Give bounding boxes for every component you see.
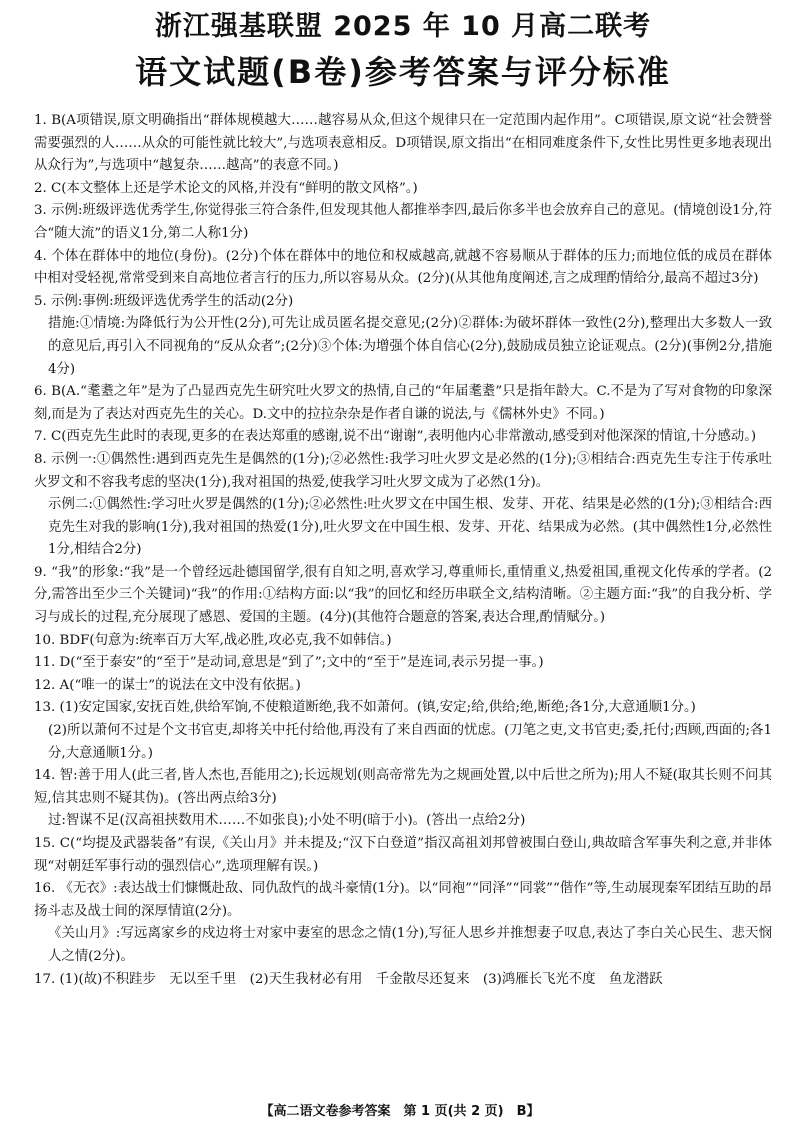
exam-title: 浙江强基联盟 2025 年 10 月高二联考 [154,11,652,42]
answer-item: 4. 个体在群体中的地位(身份)。(2分)个体在群体中的地位和权威越高,就越不容易顺从于群体的压力;而地位低的成员在群体中相对受轻视,常常受到来自高地位者言行的压力,所以容易从众。(2分)(从其他角度阐述,言之成理酌情给分,最高不超过3分) [34,248,772,287]
answer-item: 9. “我”的形象:“我”是一个曾经远赴德国留学,很有自知之明,喜欢学习,尊重师长,重情重义,热爱祖国,重视文化传承的学者。(2分,需答出至少三个关键词)“我”的作用:①结构方面:以“我”的回忆和经历串联全文,结构清晰。②主题方面:“我”的自我分析、学习与成长的过程,充分展现了感恩、爱国的主题。(4分)(其他符合题意的答案,表达合理,酌情赋分。) [34,564,772,626]
answer-list [34,110,772,991]
answer-item: 5. 示例:事例:班级评选优秀学生的活动(2分) [34,293,294,309]
answer-item: 8. 示例一:①偶然性:遇到西克先生是偶然的(1分);②必然性:我学习吐火罗文是必然的(1分);③相结合:西克先生专注于传承吐火罗文和不容我考虑的坚决(1分),我对祖国的热爱,使我学习吐火罗文成为了必然(1分)。 [34,451,772,490]
answer-item: 11. D(“至于泰安”的“至于”是动词,意思是“到了”;文中的“至于”是连词,表示另提一事。) [34,655,544,671]
answer-item-continuation: (2)所以萧何不过是个文书官吏,却将关中托付给他,再没有了来自西面的忧虑。(刀笔之吏,文书官吏;委,托付;西顾,西面的;各1分,大意通顺1分。) [48,723,772,761]
answer-item: 15. C(“均提及武器装备”有误,《关山月》并未提及;“汉下白登道”指汉高祖刘邦曾被围白登山,典故暗含军事失利之意,并非体现“对朝廷军事行动的强烈信心”,选项理解有误。) [34,836,772,874]
answer-item: 10. BDF(句意为:统率百万大军,战必胜,攻必克,我不如韩信。) [34,632,392,648]
answer-item-continuation: 《关山月》:写远离家乡的戍边将士对家中妻室的思念之情(1分),写征人思乡并推想妻子叹息,表达了李白关心民生、悲天悯人之情(2分)。 [48,926,772,964]
document-subtitle: 语文试题(B卷)参考答案与评分标准 [135,53,671,91]
answer-item: 12. A(“唯一的谋士”的说法在文中没有依据。) [34,677,301,693]
answer-item: 1. B(A项错误,原文明确指出“群体规模越大……越容易从众,但这个规律只在一定范围内起作用”。C项错误,原文说“社会赞誉需要强烈的人……从众的可能性就比较大”,与选项表意相反。D项错误,原文指出“在相同难度条件下,女性比男性更多地表现出从众行为”,与选项中“越复杂……越高”的表意不同。) [34,113,772,174]
answer-item: 7. C(西克先生此时的表现,更多的在表达郑重的感谢,说不出“谢谢”,表明他内心非常激动,感受到对他深深的情谊,十分感动。) [34,429,757,445]
answer-item-continuation: 示例二:①偶然性:学习吐火罗是偶然的(1分);②必然性:吐火罗文在中国生根、发芽、开花、结果是必然的(1分);③相结合:西克先生对我的影响(1分),我对祖国的热爱(1分),吐火罗文在中国生根、发芽、开花、结果成为必然。(其中偶然性1分,必然性1分,相结合2分) [48,497,772,558]
page-footer: 【高二语文卷参考答案 第 1 页(共 2 页) B】 [260,1104,540,1119]
answer-item: 14. 智:善于用人(此三者,皆人杰也,吾能用之);长远规划(则高帝常先为之规画处置,以中后世之所为);用人不疑(取其长则不问其短,信其忠则不疑其伪)。(答出两点给3分) [34,768,772,806]
answer-item: 6. B(A.“耄耋之年”是为了凸显西克先生研究吐火罗文的热情,自己的“年届耄耋”只是指年龄大。C.不是为了写对食物的印象深刻,而是为了表达对西克先生的关心。D.文中的拉拉杂杂是作者自谦的说法,与《儒林外史》不同。) [34,384,772,422]
answer-item-continuation: 措施:①情境:为降低行为公开性(2分),可先让成员匿名提交意见;(2分)②群体:为破坏群体一致性(2分),整理出大多数人一致的意见后,再引入不同视角的“反从众者”;(2分)③个体:为增强个体自信心(2分),鼓励成员独立论证观点。(2分)(事例2分,措施4分) [48,316,772,377]
answer-item: 2. C(本文整体上还是学术论文的风格,并没有“鲜明的散文风格”。) [34,180,418,196]
answer-item: 3. 示例:班级评选优秀学生,你觉得张三符合条件,但发现其他人都推举李四,最后你多半也会放弃自己的意见。(情境创设1分,符合“随大流”的语义1分,第二人称1分) [34,203,772,241]
answer-item: 17. (1)(故)不积跬步 无以至千里 (2)天生我材必有用 千金散尽还复来 (3)鸿雁长飞光不度 鱼龙潜跃 [34,971,663,987]
answer-item: 13. (1)安定国家,安抚百姓,供给军饷,不使粮道断绝,我不如萧何。(镇,安定;给,供给;绝,断绝;各1分,大意通顺1分。) [34,700,696,716]
answer-item-continuation: 过:智谋不足(汉高祖挟数用术……不如张良);小处不明(暗于小)。(答出一点给2分) [48,813,526,829]
answer-item: 16. 《无衣》:表达战士们慷慨赴敌、同仇敌忾的战斗豪情(1分)。以“同袍”“同泽”“同裳”“偕作”等,生动展现秦军团结互助的昂扬斗志及战士间的深厚情谊(2分)。 [34,881,772,919]
